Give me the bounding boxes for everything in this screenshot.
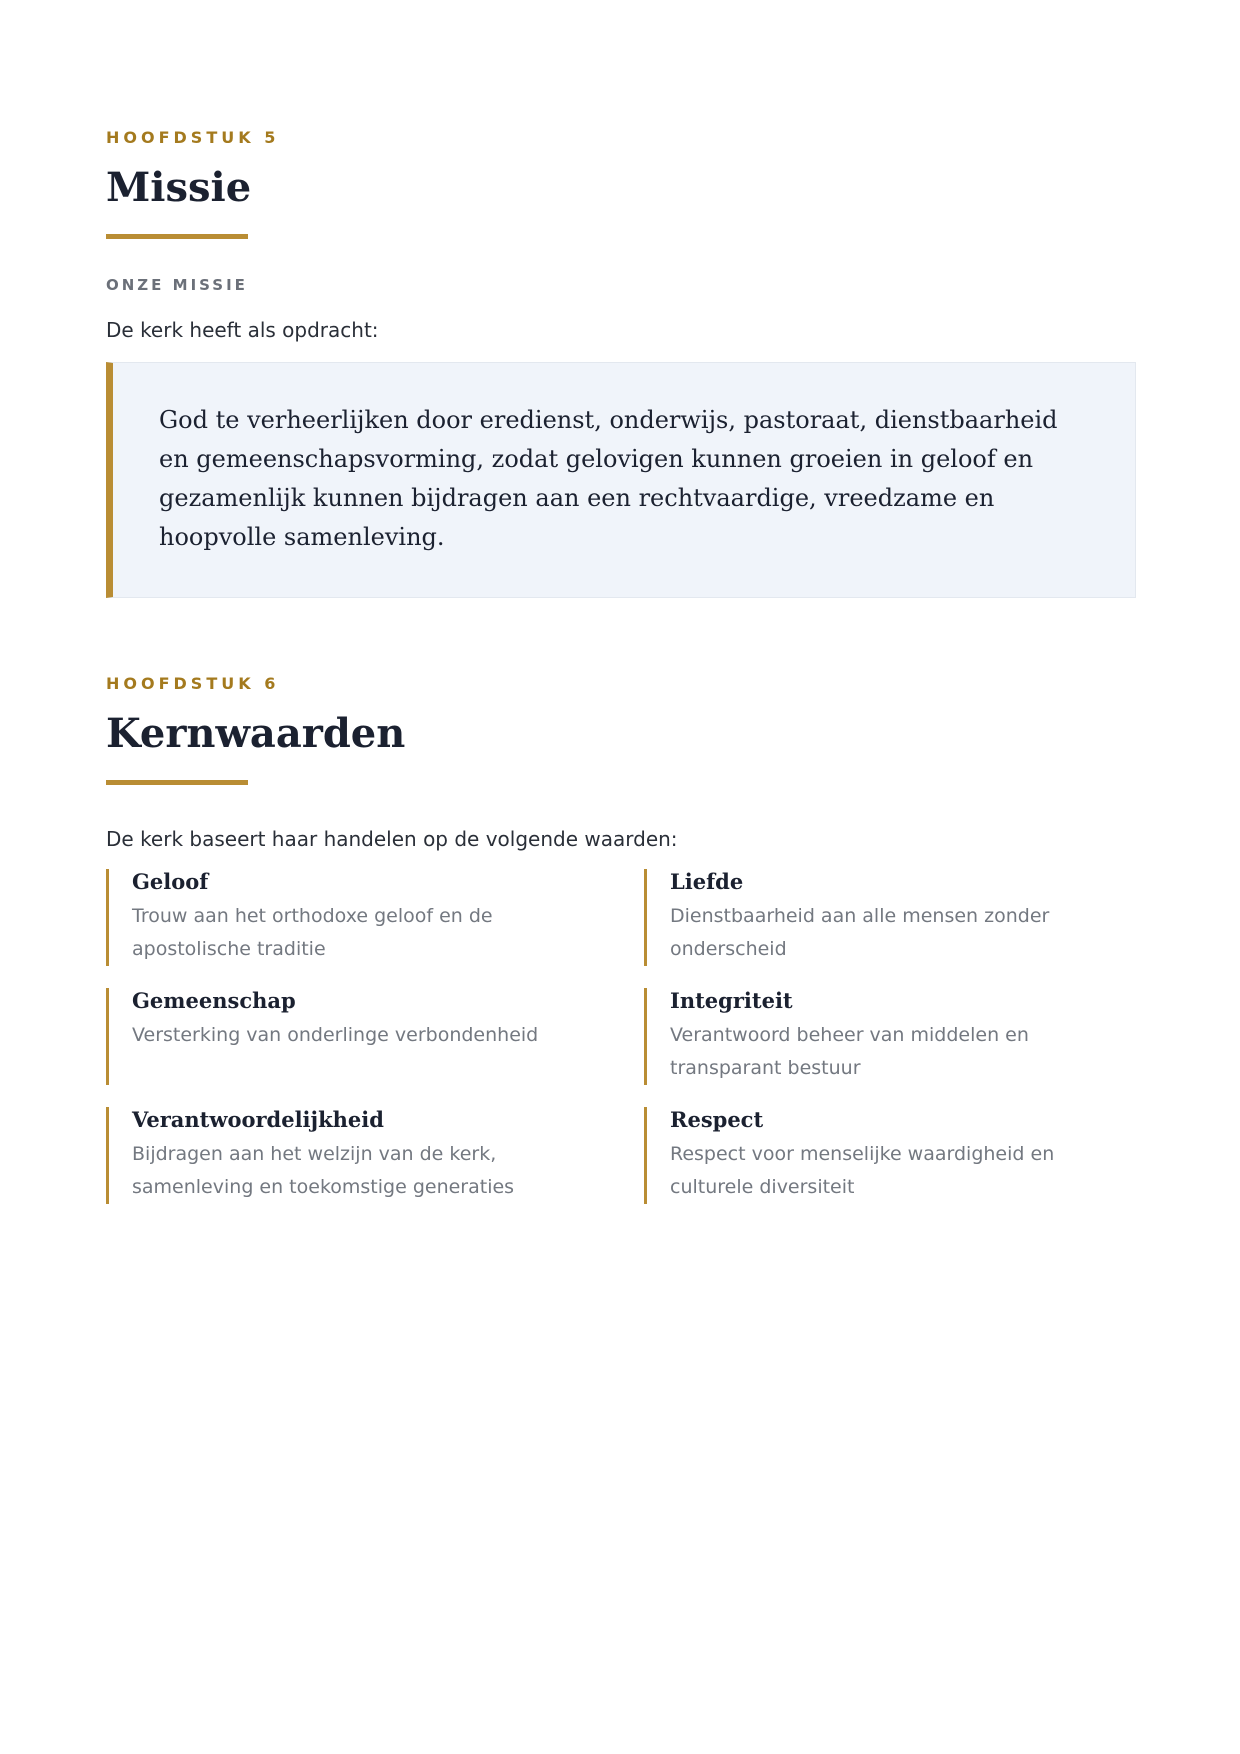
value-item — [106, 869, 644, 966]
value-title: Verantwoordelijkheid — [132, 1107, 384, 1132]
value-item — [644, 869, 1136, 966]
value-title: Integriteit — [670, 988, 793, 1013]
value-item — [644, 1107, 1136, 1204]
value-item — [106, 1107, 644, 1204]
value-description: Bijdragen aan het welzijn van de kerk, samenleving en toekomstige generaties — [132, 1143, 515, 1198]
quote-text: God te verheerlijken door eredienst, onderwijs, pastoraat, dienstbaarheid en gemeenschapsvorming, zodat gelovigen kunnen groeien in geloof en gezamenlijk kunnen bijdragen aan een rechtvaardige, vreedzame en hoopvolle samenleving. — [159, 406, 1058, 551]
chapter-missie — [106, 0, 1136, 598]
value-description: Respect voor menselijke waardigheid en culturele diversiteit — [670, 1143, 1055, 1198]
document-page — [106, 0, 1136, 1204]
title-underline — [106, 780, 248, 785]
mission-quote — [106, 362, 1136, 598]
chapter-kernwaarden — [106, 598, 1136, 1204]
value-description: Trouw aan het orthodoxe geloof en de apostolische traditie — [132, 905, 493, 960]
chapter-title: Kernwaarden — [106, 710, 406, 757]
intro-text: De kerk heeft als opdracht: — [106, 318, 379, 342]
value-description: Verantwoord beheer van middelen en transparant bestuur — [670, 1024, 1029, 1079]
value-item — [106, 988, 644, 1085]
chapter-label: HOOFDSTUK 6 — [106, 674, 280, 693]
value-description: Dienstbaarheid aan alle mensen zonder onderscheid — [670, 905, 1050, 960]
intro-text: De kerk baseert haar handelen op de volgende waarden: — [106, 827, 678, 851]
value-title: Liefde — [670, 869, 744, 894]
section-subheading: ONZE MISSIE — [106, 276, 248, 294]
value-title: Gemeenschap — [132, 988, 296, 1013]
value-item — [644, 988, 1136, 1085]
title-underline — [106, 234, 248, 239]
values-grid — [106, 869, 1136, 1204]
value-description: Versterking van onderlinge verbondenheid — [132, 1024, 539, 1046]
value-title: Respect — [670, 1107, 764, 1132]
chapter-label: HOOFDSTUK 5 — [106, 128, 280, 147]
chapter-title: Missie — [106, 164, 252, 211]
value-title: Geloof — [132, 869, 209, 894]
